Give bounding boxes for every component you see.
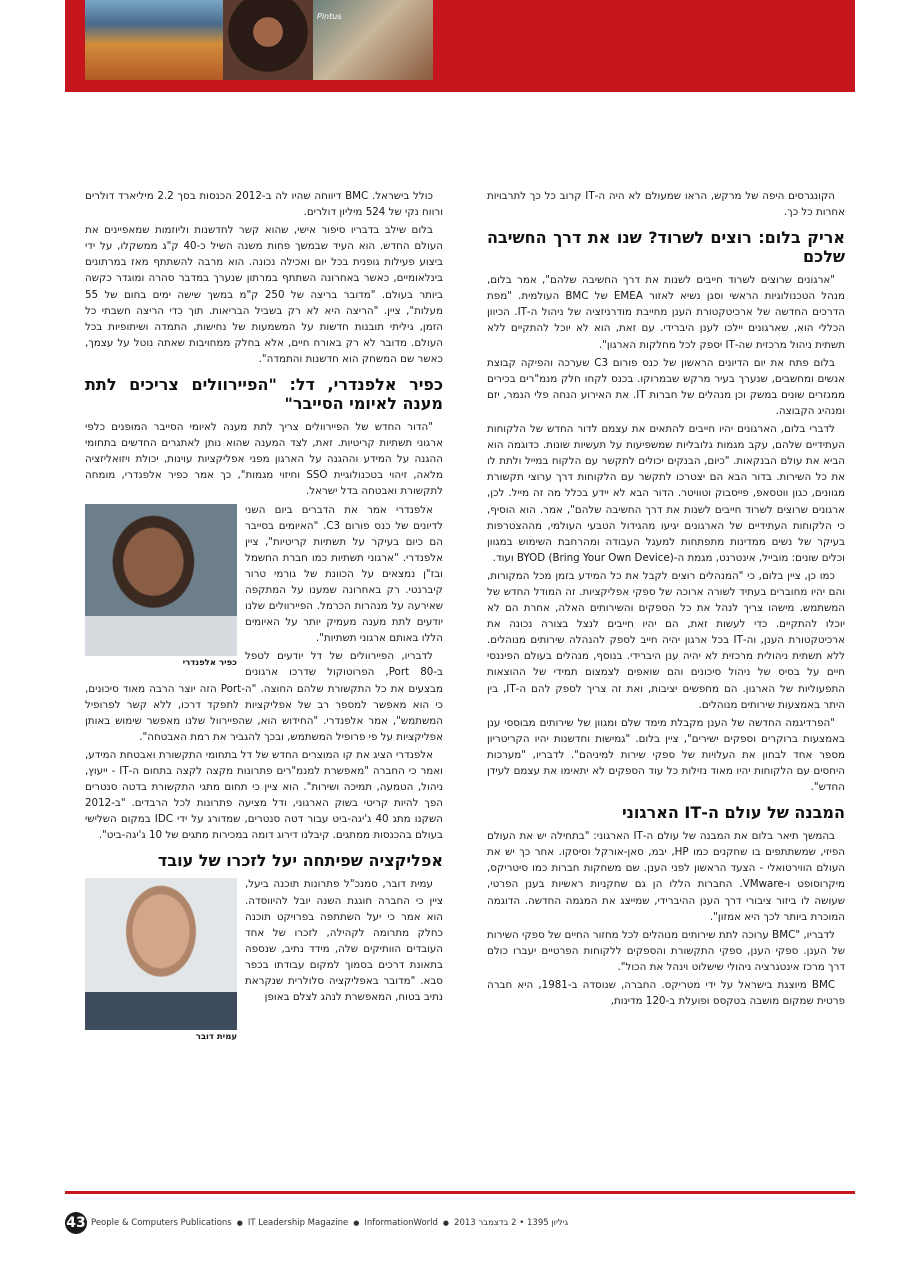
left-column — [85, 188, 443, 1190]
paragraph: כולל בישראל. BMC דיווחה שהיו לה ב-2012 הכנסות בסך 2.2 מיליארד דולרים ורווח נקי של 524 מיליון דולרים. — [85, 190, 443, 219]
portrait-photo — [85, 878, 237, 1030]
right-column — [487, 188, 845, 1190]
paragraph: BMC מיוצגת בישראל על ידי מטריקס. החברה, שנוסדה ב-1981, היא חברה פרטית שמקום מושבה בטקסס ופועלת ב-120 מדינות, — [487, 979, 845, 1008]
paragraph: בלום פתח את יום הדיונים הראשון של כנס פורום C3 שערכה והפיקה קבוצת אנשים ומחשבים, שנערך בעיר מרקש שבמרוקו. בכנס לקחו חלק מנמ"רים בכירים ממגזרים שונים במשק וכן מנהלים של חברות IT. את האירוע הנחה פלי הנמר, יזם ומנהיג הקבוצה. — [487, 356, 845, 417]
musician-photo — [313, 0, 433, 80]
photo-caption: כפיר אלפנדרי — [182, 657, 237, 668]
figure-dover — [85, 878, 237, 1043]
paragraph: כמו כן, ציין בלום, כי "המנהלים רוצים לקבל את כל המידע בזמן מכל המקורות, והם יהיו מחוברים בעתיד לשורה ארוכה של ספקי אפליקציות. זה המודל החדש של המשתמש. מישהו צריך לנהל את כל הספקים והשירותים האלה, אחרת הם לא יוכלו להתקיים. כדי לעשות זאת, הם יהיו חייבים לנצל בצורה נכונה את ארכיטקטורת הענן, וה-IT בכל ארגון יהיה חייב לספק להנהלה שירותים מנוהלים. ללא תשתית ניהולית מרכזית לא יהיה ענן היברידי. בנוסף, מנהלים בעולם הפיננסי חיים על בסיס של ניהול סיכונים והם שואפים לצמצום תמידי של ההוצאות התפעוליות של הארגון. הם מחפשים יציבות, ואת זה צריך לספק להם ה-IT, בין היתר באמצעות שירותים מנוהלים. — [487, 569, 845, 711]
page-footer — [65, 1208, 855, 1238]
separator-dot: ● — [442, 1219, 450, 1227]
footer-rule — [65, 1191, 855, 1194]
paragraph: אלפנדרי הציג את קו המוצרים החדש של דל בתחומי התקשורת ואבטחת המידע, ואמר כי החברה "מאפשרת למנמ"רים פתרונות מקצה לקצה בתחום ה-IT - ייעוץ, ניהול, הטמעה, תמיכה ושירות". הוא ציין כי תחום מתגי התקשורת בדטה סנטרים הפך להיות קריטי בשוק הארגוני, ודל מציעה פתרונות לכל הרבדים. "ב-2012 השקנו מתג 40 ג'יגה-ביט עבור דטה סנטרים, שמדורג על ידי IDC במקום השלישי בעולם בהכנסות ממתגים. קיבלנו דירוג דומה במכירות מתגים של 10 ג'יגה-ביט". — [85, 748, 443, 842]
paragraph: לדברי בלום, הארגונים יהיו חייבים להתאים את עצמם לדור החדש של הלקוחות העתידיים שלהם, עקב מגמות גלובליות שמשפיעות על תעשיות שונות. כדוגמה הוא הביא את עולם הבנקאות. "כיום, הבנקים יכולים לתקשר עם הלקוח במייל ולתת לו את כל השירות. בדור הבא הם יצטרכו לתקשר עם הלקוחות דרך ערוצי תקשורת מגוונים, כגון ווטסאפ, פייסבוק וטוויטר. הדור הבא לא יידע בכלל מה זה מייל. לכן, ארגונים שרוצים לשרוד חייבים לשנות את דרך החשיבה שלהם", אמר. הוא הוסיף, כי הלקוחות העתידיים של הארגונים יגיעו מהגידול הטבעי העולמי, מההצטרפות בעיקר של נשים ממדינות מתפתחות למעגל העבודה ומהרחבת השימוש במגוון וכלים שונים: מובייל, אינטרנט, מגמת ה-BYOD (Bring Your Own Device) ועוד. — [487, 423, 845, 564]
paragraph: לדבריו, "BMC ערוכה לתת שירותים מנוהלים לכל מחזור החיים של ספקי השירות של הענן. ספקי הענן, ספקי התקשורת והספקים ללקוחות הפרטיים יעברו כולם דרך מרכז אינטגרציה ניהולי שישלוט וינהל את הכול". — [487, 928, 845, 973]
paragraph: עמית דובר, סמנכ"ל פתרונות תוכנה ביעל, ציין כי החברה חוגגת השנה יובל להיווסדה. הוא אמר כי יעל השתתפה בפרויקט תוכנה כחלק מתרומה לקהילה, לזכרו של אחד העובדים הוותיקים שלה, מידד נתיב, שנספה בתאונת דרכים בסמוך למקום עבודתו בכפר סבא. "מדובר באפליקציה סלולרית שנקראת נתיב בטוח, המאפשרת לנהג לצלם באופן — [245, 878, 443, 1004]
separator-dot: ● — [353, 1219, 360, 1227]
section-heading: כפיר אלפנדרי, דל: "הפיירוולים צריכים לתת מענה לאיומי הסייבר" — [85, 375, 443, 414]
paragraph: "הדור החדש של הפיירוולים צריך לתת מענה לאיומי הסייבר המופנים כלפי ארגוני תשתיות קריטיות. זאת, לצד המענה שהוא נותן לאתגרים החדשים בתחומי ההגנה על המידע וההגנה על הארגון מפני אפליקציות עוינות, יכולת ויזואליזציה מלאה, זיהוי בטכנולוגיית SSO וחיזוי מגמות", כך אמר כפיר אלפנדרי, מומחה לתקשורת ואבטחה בדל ישראל. — [85, 421, 443, 498]
paragraph: אלפנדרי אמר את הדברים ביום השני לדיונים של כנס פורום C3. "האיומים בסייבר הם כיום בעיקר על תשתיות קריטיות", ציין אלפנדרי. "ארגוני תשתיות כמו חברת החשמל ובז"ן נמצאים על הכוונת של גורמי טרור קיברנטי. רק באחרונה שמענו על המתקפה שאירעה על מנהרות הכרמל. הפיירוולים שלנו יודעים לתת מענה מעמיק יותר על האיומים הללו באותם ארגוני תשתיות". — [245, 503, 443, 645]
photo-caption: עמית דובר — [195, 1032, 237, 1043]
page-number: 43 — [65, 1212, 87, 1234]
paragraph: לדבריו, הפיירוולים של דל יודעים לטפל ב-80 Port, הפרוטוקול שדרכו ארגונים מבצעים את כל התקשורת שלהם החוצה. "ה-Port הזה יוצר הרבה מאוד סיכונים, כי הוא מאפשר למספר רב של אפליקציות לתפקד דרכו, ללא קשר לפרופיל המשתמש", אמר אלפנדרי. "החידוש הוא, שהפיירוול שלנו מאפשר שימוש באותן אפליקציות על פי פרופיל המשתמש, ובכך להגביר את רמת האבטחה". — [85, 650, 443, 743]
section-heading: המבנה של עולם ה-IT הארגוני — [621, 803, 845, 823]
paragraph: בהמשך תיאר בלום את המבנה של עולם ה-IT הארגוני: "בתחילה יש את העולם הפיזי, שמשתתפים בו שחקנים כמו HP, יבמ, סאן-אורקל וסיסקו. אחר כך יש את העולם הווירטואלי - הצעד הראשון לפני הענן. שם משחקות חברות כמו סיטריקס, מיקרוסופט ו-VMware. החברות הללו הן גם שחקניות ראשיות בענן הפרטי, שעושה לו ביזור ציבורי דרך הענן ההיברידי, שמייצג את המגמה החדשה. הדוגמה המוכרת ביותר לכך היא אמזון". — [487, 830, 845, 923]
portrait-photo — [85, 504, 237, 656]
paragraph: בלום שילב בדבריו סיפור אישי, שהוא קשר לחדשנות וליוזמות שמאפיינים את העולם החדש. הוא העיד שבמשך פחות משנה השיל כ-40 ק"ג ממשקלו, על ידי ביצוע פעילות גופנית בכל יום ואכילה נכונה. הוא מרבה להשתתף מאז במרתונים בינלאומיים, כאשר באחרונה השתתף במרתון שנערך במדבר סהרה ומוגדר כקשה ביותר בעולם. "מדובר בריצה של 250 ק"מ במשך שישה ימים בחום של 55 מעלות", ציין. "הריצה היא לא רק בשביל הבריאות. תוך כדי הריצה חשבתי כל הזמן, גיליתי תובנות חדשות על המשמעות של נחישות, התמדה ושיתופיות בכל העולם. מדובר לא רק באורח חיים, אלא בחלק ממחויבות שאתה נוטל על עצמך, כאשר שם המשחק הוא חדשנות והתמדה". — [85, 224, 443, 365]
paragraph: "ארגונים שרוצים לשרוד חייבים לשנות את דרך החשיבה שלהם", אמר בלום, מנהל הטכנולוגיות הראשי וסגן נשיא לאזור EMEA של BMC העולמית. "מפת הדרכים החדשה של ארכיטקטורת הענן מחייבת מודרניזציה של ניהול ה-IT. הכיוון הכללי הוא, שארגונים יילכו לענן היברידי. עם זאת, הוא לא יוכל להתקיים ללא תשתית ניהול מרכזית שה-IT יספק לכל מחלקות הארגון". — [487, 274, 845, 351]
section-heading: אריק בלום: רוצים לשרוד? שנו את דרך החשיבה שלכם — [487, 228, 845, 267]
issue-info: גיליון 1395 • 2 בדצמבר 2013 — [454, 1218, 569, 1228]
article-body — [85, 188, 845, 1190]
section-heading: אפליקציה שפיתחה יעל לזכרו של עובד — [157, 851, 443, 871]
woman-portrait-photo — [223, 0, 313, 80]
paragraph: הקונגרסים היפה של מרקש, הראו שמעולם לא היה ה-IT קרוב כל כך לתרבויות אחרות כל כך. — [487, 190, 845, 219]
header-photo-strip — [85, 0, 433, 80]
photo-label: Pintus — [317, 12, 342, 21]
magazine-name: IT Leadership Magazine — [247, 1218, 349, 1228]
separator-dot: ● — [236, 1219, 243, 1227]
info-name: InformationWorld — [364, 1218, 438, 1228]
figure-alfandari — [85, 504, 237, 669]
pottery-photo — [85, 0, 223, 80]
publisher-name: People & Computers Publications — [91, 1218, 232, 1228]
paragraph: "הפרדיגמה החדשה של הענן מקבלת מימד שלם ומגוון של שירותים מבוססי ענן באמצעות ברוקרים וספקים ישירים", ציין בלום. "גמישות וחדשנות יהיו הקריטריון מספר אחד לבחון את העלויות של ספקי שירות למיניהם". לדבריו, "מערכות היחסים עם הלקוחות יהיו מאוד נזילות כל עוד הספקים לא יתאימו את עצמם לעידן החדש". — [487, 716, 845, 794]
